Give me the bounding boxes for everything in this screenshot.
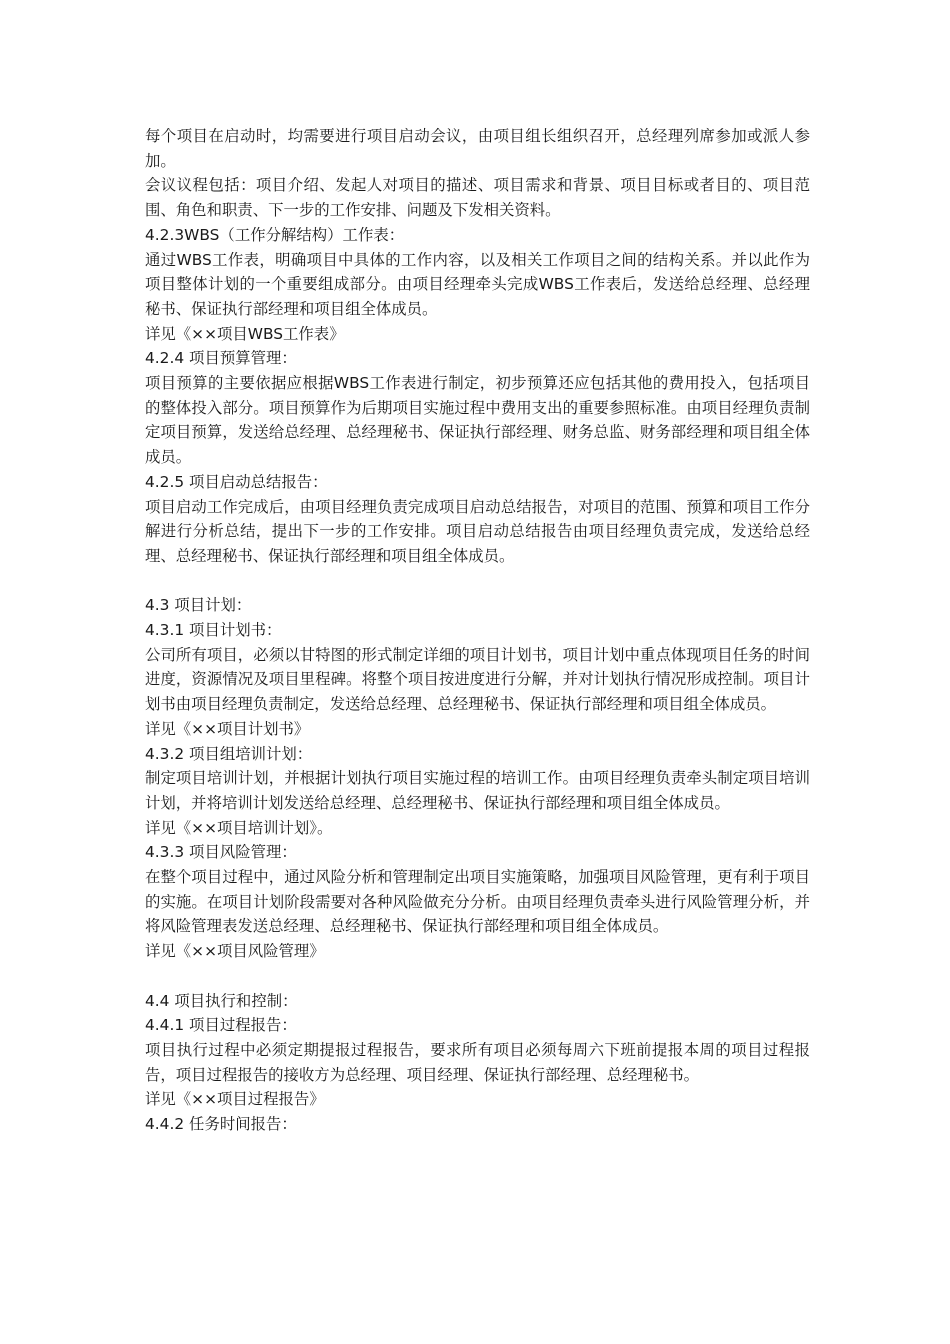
section-4-2-4-heading: 4.2.4 项目预算管理：: [145, 349, 297, 368]
blank-line: [145, 964, 810, 989]
document-page: [145, 124, 810, 1137]
section-4-2-3-body: 通过WBS工作表，明确项目中具体的工作内容，以及相关工作项目之间的结构关系。并以此作为项目整体计划的一个重要组成部分。由项目经理牵头完成WBS工作表后，发送给总经理、总经理秘书、保证执行部经理和项目组全体成员。: [145, 250, 810, 318]
section-4-2-3-heading: 4.2.3WBS（工作分解结构）工作表：: [145, 225, 405, 244]
section-4-4-1-heading: 4.4.1 项目过程报告：: [145, 1016, 297, 1035]
section-4-4-1-body: 项目执行过程中必须定期提报过程报告，要求所有项目必须每周六下班前提报本周的项目过程报告，项目过程报告的接收方为总经理、项目经理、保证执行部经理、总经理秘书。: [145, 1040, 810, 1084]
section-4-3-1-body: 公司所有项目，必须以甘特图的形式制定详细的项目计划书，项目计划中重点体现项目任务的时间进度，资源情况及项目里程碑。将整个项目按进度进行分解，并对计划执行情况形成控制。项目计划书由项目经理负责制定，发送给总经理、总经理秘书、保证执行部经理和项目组全体成员。: [145, 645, 810, 714]
section-4-3-3-heading: 4.3.3 项目风险管理：: [145, 843, 297, 862]
section-4-3-2-reference: 详见《××项目培训计划》。: [145, 818, 333, 837]
section-4-4-2-heading: 4.4.2 任务时间报告：: [145, 1115, 297, 1134]
section-4-3-2-body: 制定项目培训计划，并根据计划执行项目实施过程的培训工作。由项目经理负责牵头制定项目培训计划，并将培训计划发送给总经理、总经理秘书、保证执行部经理和项目组全体成员。: [145, 769, 810, 812]
section-4-4-1-reference: 详见《××项目过程报告》: [145, 1090, 325, 1109]
section-4-3-2-heading: 4.3.2 项目组培训计划：: [145, 744, 313, 763]
section-4-3-heading: 4.3 项目计划：: [145, 596, 252, 615]
section-4-2-5-body: 项目启动工作完成后，由项目经理负责完成项目启动总结报告，对项目的范围、预算和项目工作分解进行分析总结，提出下一步的工作安排。项目启动总结报告由项目经理负责完成，发送给总经理、总经理秘书、保证执行部经理和项目组全体成员。: [145, 497, 810, 565]
section-4-4-heading: 4.4 项目执行和控制：: [145, 991, 298, 1010]
intro-paragraph-1: 每个项目在启动时，均需要进行项目启动会议，由项目组长组织召开，总经理列席参加或派人参加。: [145, 127, 810, 170]
section-4-3-3-body: 在整个项目过程中，通过风险分析和管理制定出项目实施策略，加强项目风险管理，更有利于项目的实施。在项目计划阶段需要对各种风险做充分分析。由项目经理负责牵头进行风险管理分析，并将风险管理表发送总经理、总经理秘书、保证执行部经理和项目组全体成员。: [145, 868, 810, 936]
section-4-2-4-body: 项目预算的主要依据应根据WBS工作表进行制定，初步预算还应包括其他的费用投入，包括项目的整体投入部分。项目预算作为后期项目实施过程中费用支出的重要参照标准。由项目经理负责制定项目预算，发送给总经理、总经理秘书、保证执行部经理、财务总监、财务部经理和项目组全体成员。: [145, 374, 810, 467]
section-4-2-3-reference: 详见《××项目WBS工作表》: [145, 324, 345, 343]
section-4-3-3-reference: 详见《××项目风险管理》: [145, 942, 325, 961]
intro-paragraph-2: 会议议程包括：项目介绍、发起人对项目的描述、项目需求和背景、项目目标或者目的、项目范围、角色和职责、下一步的工作安排、问题及下发相关资料。: [145, 176, 810, 220]
section-4-3-1-heading: 4.3.1 项目计划书：: [145, 621, 282, 640]
blank-line: [145, 569, 810, 594]
section-4-3-1-reference: 详见《××项目计划书》: [145, 719, 310, 738]
section-4-2-5-heading: 4.2.5 项目启动总结报告：: [145, 472, 328, 491]
